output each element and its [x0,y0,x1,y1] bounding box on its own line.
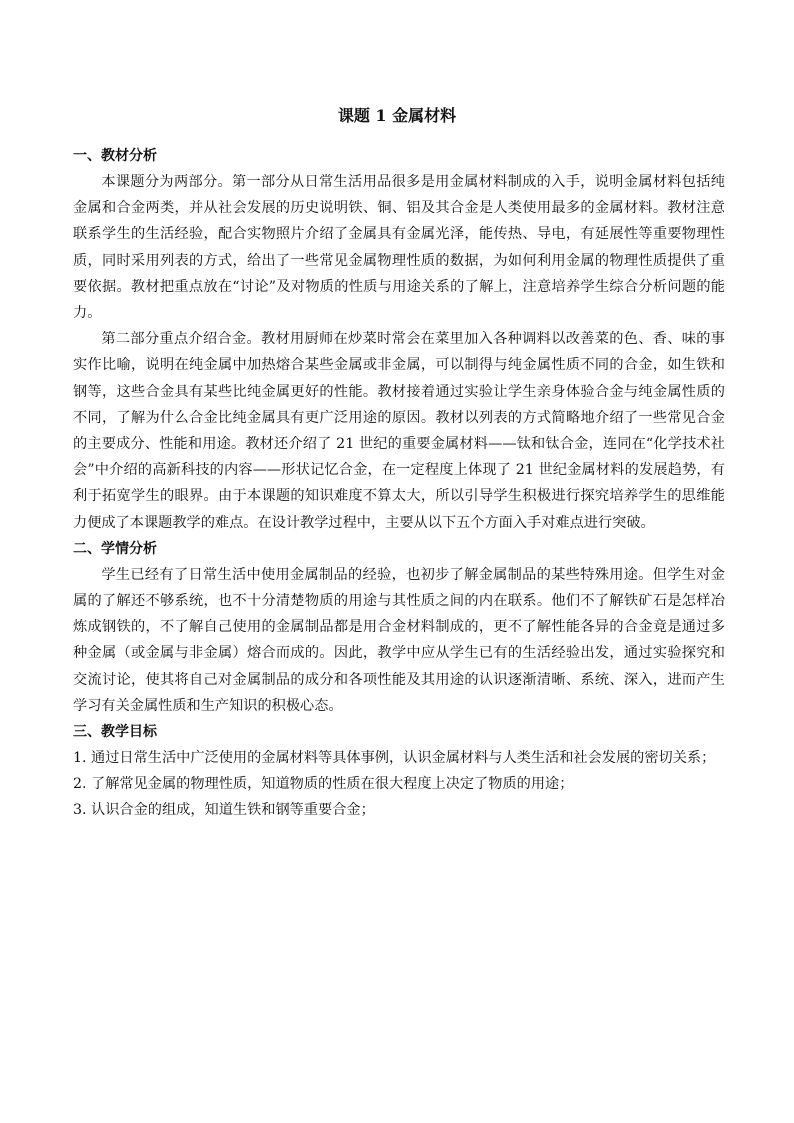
paragraph: 第二部分重点介绍合金。教材用厨师在炒菜时常会在菜里加入各种调料以改善菜的色、香、味的事实作比喻，说明在纯金属中加热熔合某些金属或非金属，可以制得与纯金属性质不同的合金，如生铁和钢等，这些合金具有某些比纯金属更好的性能。教材接着通过实验让学生亲身体验合金与纯金属性质的不同，了解为什么合金比纯金属具有更广泛用途的原因。教材以列表的方式简略地介绍了一些常见合金的主要成分、性能和用途。教材还介绍了 21 世纪的重要金属材料——钛和钛合金，连同在“化学技术社会”中介绍的高新科技的内容——形状记忆合金，在一定程度上体现了 21 世纪金属材料的发展趋势，有利于拓宽学生的眼界。由于本课题的知识难度不算太大，所以引导学生积极进行探究培养学生的思维能力便成了本课题教学的难点。在设计教学过程中，主要从以下五个方面入手对难点进行突破。 [73,331,725,531]
document-body [73,143,725,824]
section-heading-teaching-goals: 三、教学目标 [73,724,157,741]
document-title: 课题 1 金属材料 [337,106,457,125]
section-heading-textbook-analysis: 一、教材分析 [73,148,157,164]
paragraph: 本课题分为两部分。第一部分从日常生活用品很多是用金属材料制成的入手，说明金属材料包括纯金属和合金两类，并从社会发展的历史说明铁、铜、铝及其合金是人类使用最多的金属材料。教材注意联系学生的生活经验，配合实物照片介绍了金属具有金属光泽，能传热、导电，有延展性等重要物理性质，同时采用列表的方式，给出了一些常见金属物理性质的数据，为如何利用金属的物理性质提供了重要依据。教材把重点放在“讨论”及对物质的性质与用途关系的了解上，注意培养学生综合分析问题的能力。 [73,174,725,322]
list-item: 1. 通过日常生活中广泛使用的金属材料等具体事例，认识金属材料与人类生活和社会发展的密切关系； [73,750,716,767]
section-heading-student-analysis: 二、学情分析 [73,540,157,557]
list-item: 3. 认识合金的组成，知道生铁和钢等重要合金； [73,802,375,819]
paragraph: 学生已经有了日常生活中使用金属制品的经验，也初步了解金属制品的某些特殊用途。但学生对金属的了解还不够系统，也不十分清楚物质的用途与其性质之间的内在联系。他们不了解铁矿石是怎样冶炼成钢铁的，不了解自己使用的金属制品都是用合金材料制成的，更不了解性能各异的合金竟是通过多种金属（或金属与非金属）熔合而成的。因此，教学中应从学生已有的生活经验出发，通过实验探究和交流讨论，使其将自己对金属制品的成分和各项性能及其用途的认识逐渐清晰、系统、深入，进而产生学习有关金属性质和生产知识的积极心态。 [73,566,725,714]
list-item: 2. 了解常见金属的物理性质，知道物质的性质在很大程度上决定了物质的用途； [73,776,574,793]
